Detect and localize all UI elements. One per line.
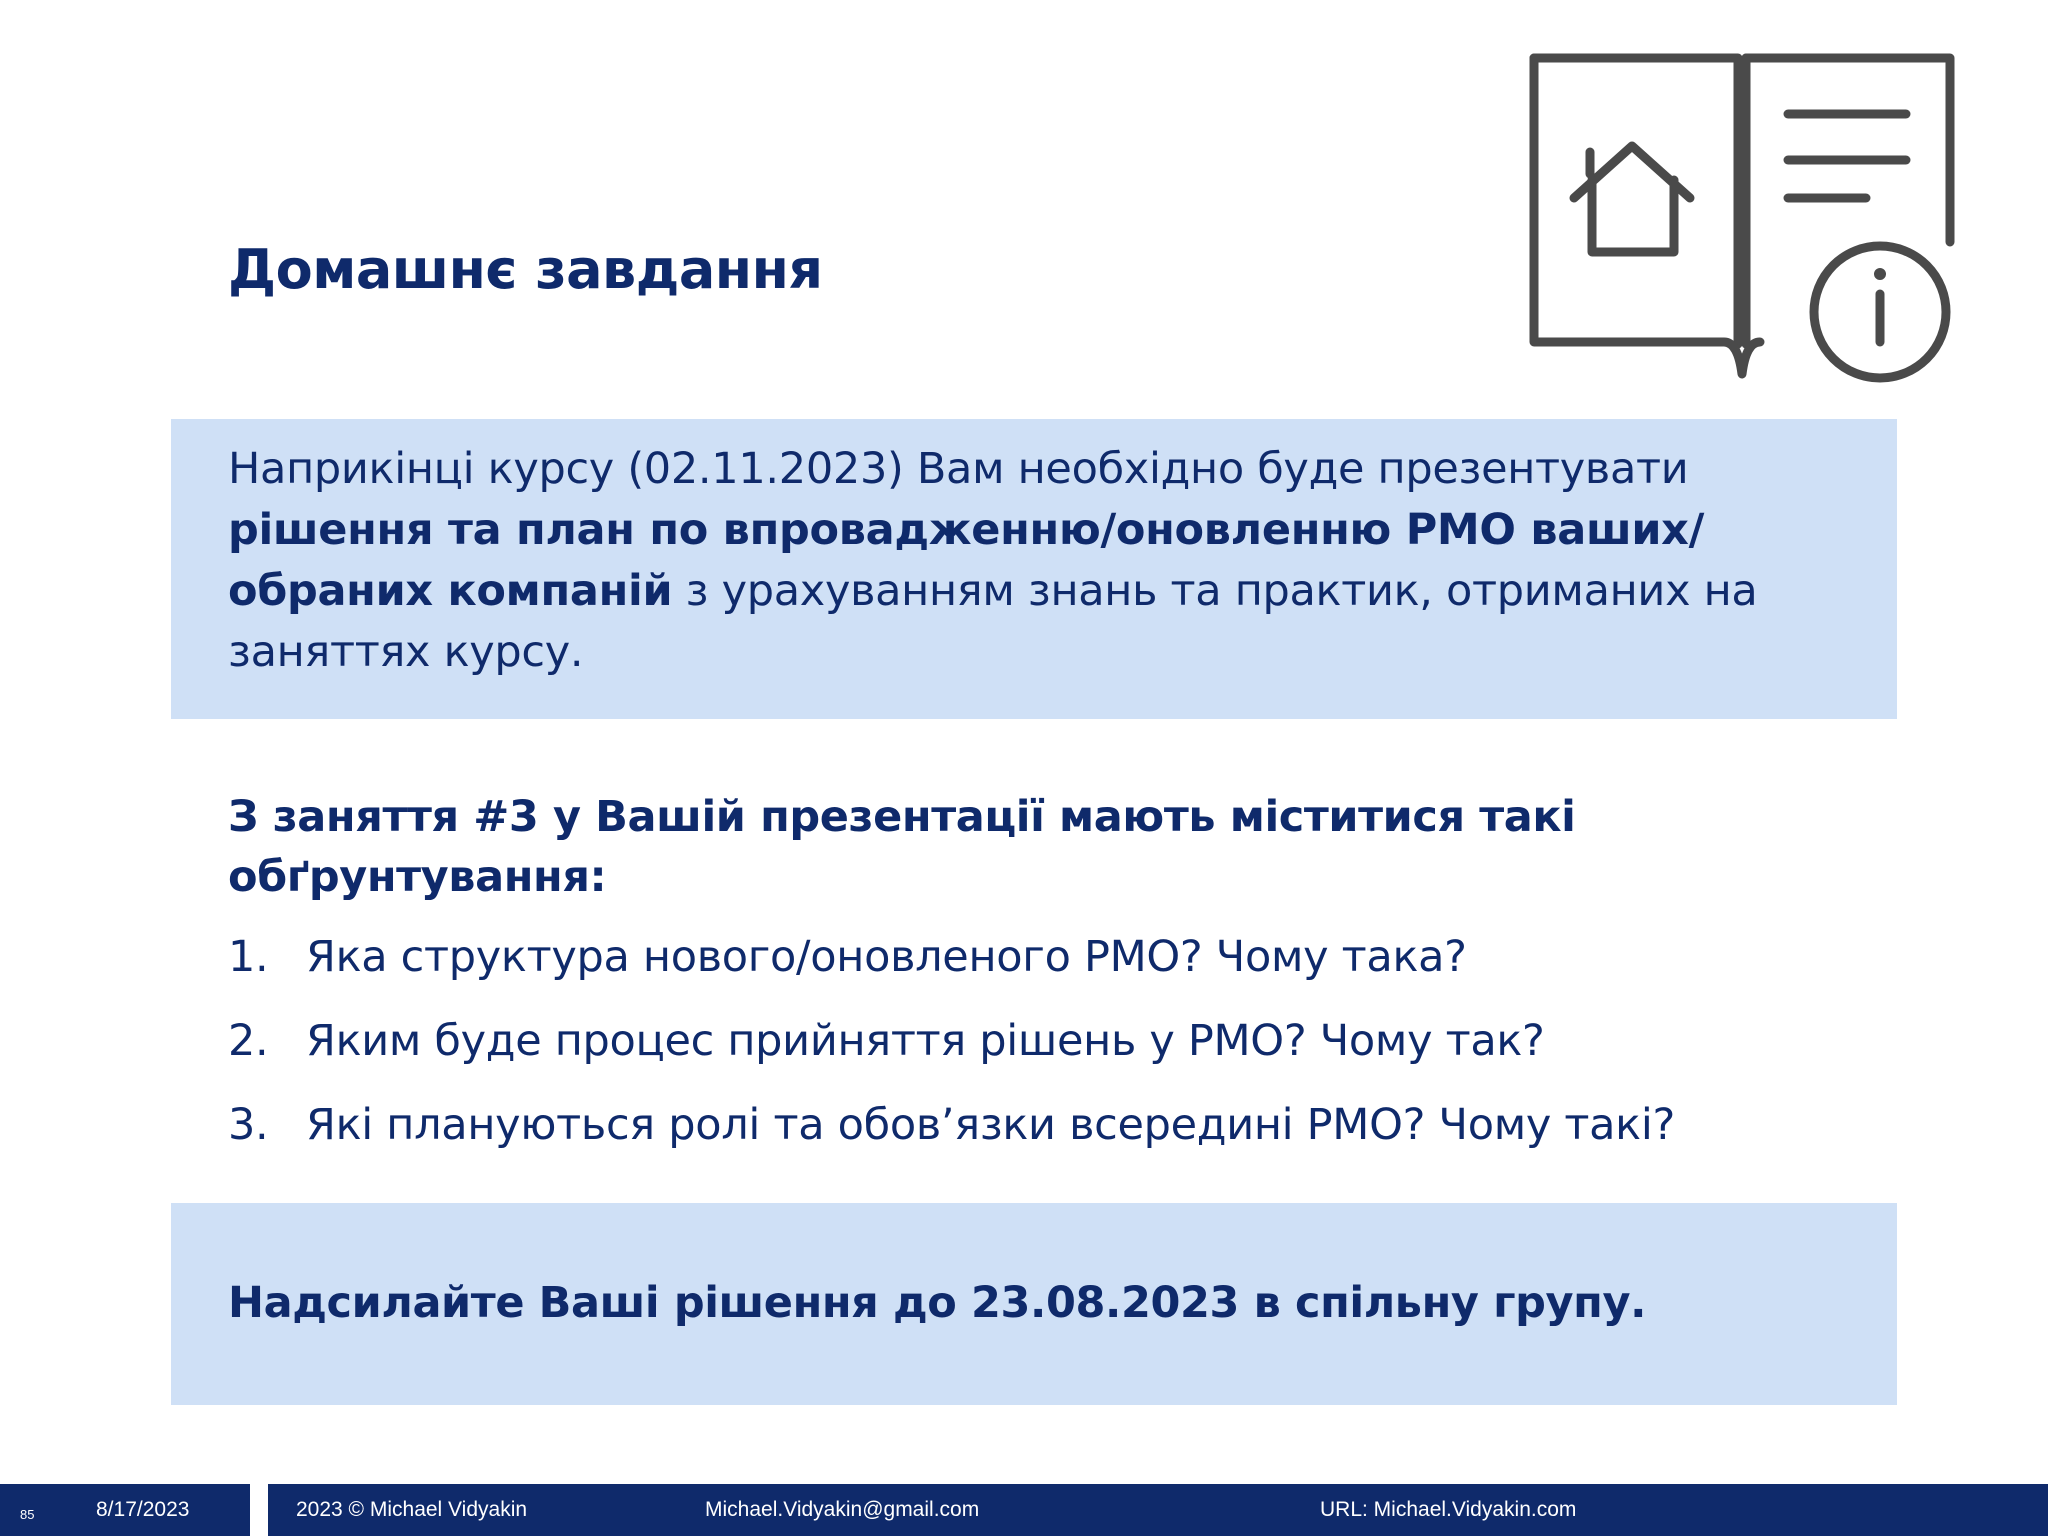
- intro-text: [228, 439, 1868, 683]
- list-item: [228, 1095, 1868, 1179]
- section-heading: З заняття #3 у Вашій презентації мають міститися такі обґрунтування:: [228, 792, 1576, 902]
- footer-divider: [250, 1484, 268, 1536]
- list-item-text: Які плануються ролі та обов’язки всередині РМО? Чому такі?: [306, 1100, 1676, 1150]
- justification-list: [228, 927, 1868, 1179]
- list-item: [228, 927, 1868, 1011]
- homework-book-info-icon: [1528, 52, 1956, 384]
- intro-text-part2: з урахуванням знань та практик, отриманих на заняттях курсу.: [228, 566, 1758, 677]
- list-item-number: 2.: [228, 1016, 269, 1066]
- footer-copyright: 2023 © Michael Vidyakin: [296, 1498, 528, 1521]
- deadline-text: Надсилайте Ваші рішення до 23.08.2023 в спільну групу.: [228, 1278, 1647, 1328]
- intro-text-bold: рішення та план по впровадженню/оновленню РМО ваших/обраних компаній: [228, 505, 1705, 616]
- footer-date: 8/17/2023: [96, 1498, 190, 1521]
- intro-text-part1: Наприкінці курсу (02.11.2023) Вам необхідно буде презентувати: [228, 444, 1689, 494]
- deadline-box: [171, 1203, 1897, 1405]
- list-item-text: Яка структура нового/оновленого РМО? Чому така?: [306, 932, 1467, 982]
- footer-email[interactable]: Michael.Vidyakin@gmail.com: [705, 1498, 980, 1521]
- list-item: [228, 1011, 1868, 1095]
- page-number: 85: [20, 1507, 35, 1522]
- slide-footer: [0, 1484, 2048, 1536]
- list-item-number: 1.: [228, 932, 269, 982]
- slide-title: Домашнє завдання: [228, 238, 823, 301]
- footer-url[interactable]: URL: Michael.Vidyakin.com: [1320, 1498, 1577, 1521]
- list-item-text: Яким буде процес прийняття рішень у РМО? Чому так?: [306, 1016, 1545, 1066]
- justification-section: [228, 787, 1868, 1179]
- intro-box: [171, 419, 1897, 719]
- list-item-number: 3.: [228, 1100, 269, 1150]
